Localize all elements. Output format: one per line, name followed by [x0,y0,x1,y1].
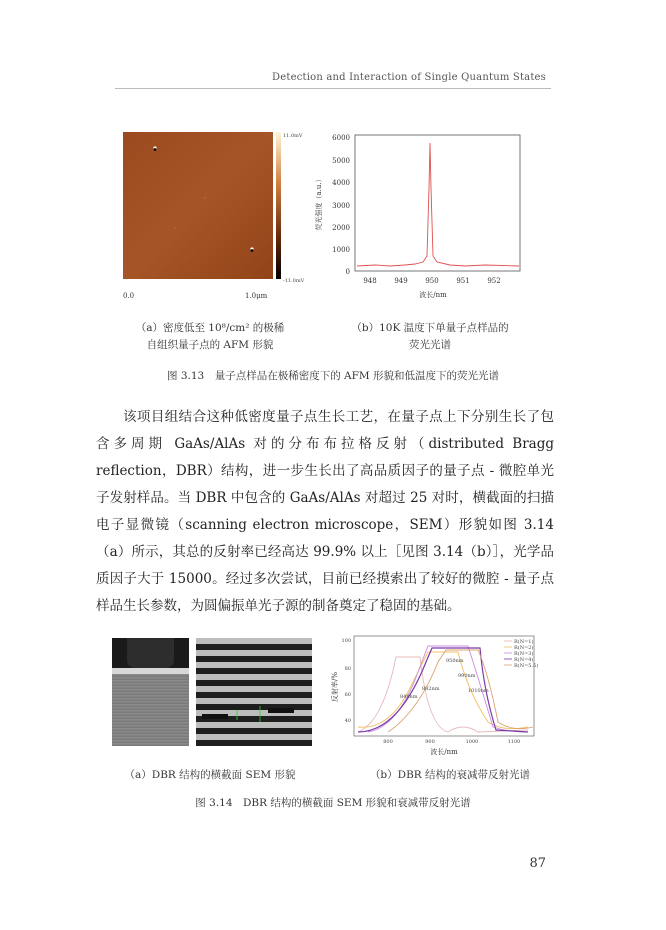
reflectance-ylabel: 反射率/% [331,671,339,703]
pl-xlabel: 波长/nm [419,291,447,299]
figure-314b-caption: （b）DBR 结构的衰减带反射光谱 [369,769,531,781]
afm-scale-top: 11.0mV [283,133,303,139]
reflectance-y-ticks [341,638,351,724]
sem-image [112,638,312,746]
svg-text:1100: 1100 [507,739,521,745]
svg-text:950: 950 [425,277,439,285]
svg-text:4000: 4000 [332,179,350,187]
svg-text:3000: 3000 [332,202,350,210]
svg-text:80: 80 [344,666,351,672]
header-rule [115,88,551,89]
reflectance-annotations [400,658,489,700]
figure-313a-caption: （a）密度低至 10⁸/cm² 的极稀 自组织量子点的 AFM 形貌 [135,322,285,351]
pl-ylabel: 荧光强度（a.u.） [315,175,323,231]
afm-image [115,128,305,303]
svg-text:948: 948 [363,277,377,285]
afm-axis-left: 0.0 [123,292,135,300]
svg-text:R(N=1): R(N=1) [514,639,534,645]
reflectance-curve-4 [358,648,528,732]
svg-text:R(N=3): R(N=3) [514,651,534,657]
svg-text:952: 952 [487,277,501,285]
reflectance-xlabel: 波长/nm [430,748,458,756]
afm-axis-right: 1.0μm [245,292,268,300]
pl-x-ticks [363,277,500,285]
reflectance-x-ticks [383,739,520,745]
svg-text:950nm: 950nm [446,658,464,664]
svg-text:2000: 2000 [332,224,350,232]
figure-313-caption: 图 3.13 量子点样品在极稀密度下的 AFM 形貌和低温度下的荧光光谱 [166,370,499,382]
pl-spectrum-line [357,143,519,266]
page-number: 87 [529,856,546,871]
reflectance-legend [504,638,538,669]
svg-text:951: 951 [456,277,470,285]
pl-y-ticks [332,134,350,276]
svg-text:990nm: 990nm [458,673,476,679]
pl-spectrum-chart [315,128,525,308]
figure-313b-caption: （b）10K 温度下单量子点样品的 荧光光谱 [351,322,509,351]
svg-text:40: 40 [344,718,351,724]
reflectance-chart [328,632,538,758]
svg-text:900: 900 [425,739,435,745]
svg-text:60: 60 [344,692,351,698]
svg-text:5000: 5000 [332,157,350,165]
svg-text:100: 100 [341,638,351,644]
svg-text:0: 0 [345,268,350,276]
figure-314-caption: 图 3.14 DBR 结构的横截面 SEM 形貌和衰减带反射光谱 [195,797,471,809]
svg-text:1000: 1000 [465,739,479,745]
svg-text:1000: 1000 [332,246,350,254]
body-paragraph: 该项目组结合这种低密度量子点生长工艺，在量子点上下分别生长了包含多周期 GaAs/AlAs 对的分布布拉格反射（distributed Bragg reflection，DBR）结构，进一步生长出了高品质因子的量子点 - 微腔单光子发射样品。当 DBR 中包含的 GaAs/AlAs 对超过 25 对时，横截面的扫描电子显微镜（scanning electron microscope，SEM）形貌如图 3.14（a）所示，其总的反射率已经高达 99.9% 以上［见图 3.14（b）］，光学品质因子大于 15000。经过多次尝试，目前已经摸索出了较好的微腔 - 量子点样品生长参数，为圆偏振单光子源的制备奠定了稳固的基础。 [96,409,554,614]
svg-text:800: 800 [383,739,393,745]
svg-text:R(N=5.5): R(N=5.5) [514,663,538,669]
afm-scale-bottom: -11.0mV [283,278,305,284]
svg-text:6000: 6000 [332,134,350,142]
svg-text:1010nm: 1010nm [468,688,489,694]
svg-text:882nm: 882nm [422,686,440,692]
running-header: Detection and Interaction of Single Quantum States [272,72,546,83]
svg-text:R(N=2): R(N=2) [514,645,534,651]
reflectance-curve-2 [358,652,528,729]
svg-text:R(N=4): R(N=4) [514,657,534,663]
svg-text:949: 949 [394,277,408,285]
figure-314a-caption: （a）DBR 结构的横截面 SEM 形貌 [124,769,296,781]
svg-text:849nm: 849nm [400,694,418,700]
